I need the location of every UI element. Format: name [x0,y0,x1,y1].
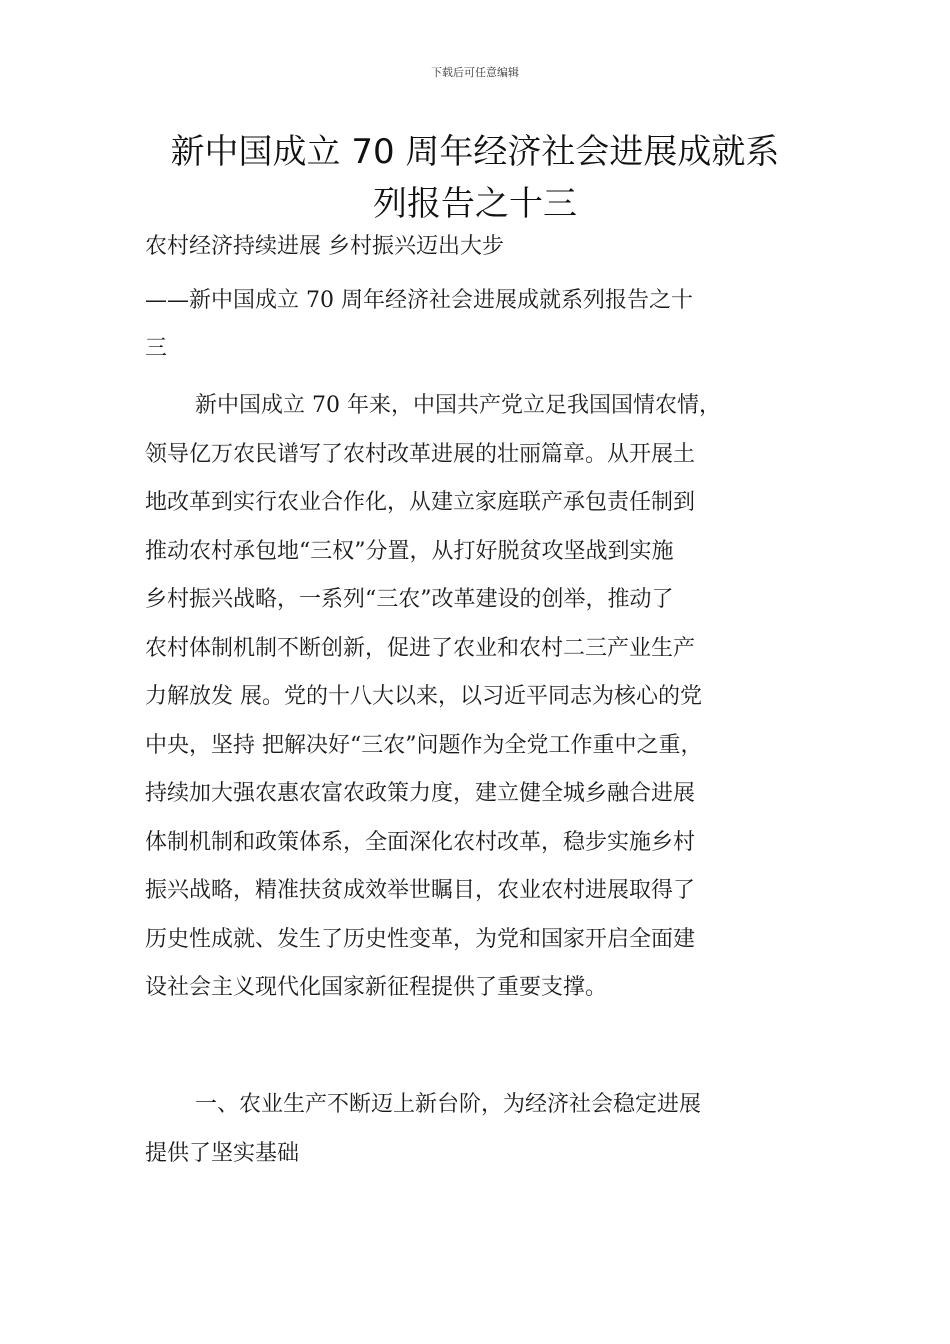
title-line-2: 列报告之十三 [373,184,577,224]
series-caption-line-1: ——新中国成立 70 周年经济社会进展成就系列报告之十 [145,288,693,313]
intro-paragraph [145,382,815,1013]
section-heading-line-2: 提供了坚实基础 [145,1140,300,1166]
paragraph-line: 中央，坚持 把解决好“三农”问题作为全党工作重中之重， [145,732,703,758]
series-caption-line-2: 三 [145,336,168,361]
paragraph-line: 设社会主义现代化国家新征程提供了重要支撑。 [145,975,608,1000]
paragraph-line: 新中国成立 70 年来，中国共产党立足我国国情农情， [195,393,721,418]
subtitle: 农村经济持续进展 乡村振兴迈出大步 [145,234,504,259]
section-heading [145,1081,815,1178]
paragraph-line: 力解放发 展。党的十八大以来，以习近平同志为核心的党 [145,684,702,709]
paragraph-line: 持续加大强农惠农富农政策力度，建立健全城乡融合进展 [145,781,696,806]
section-heading-line-1: 一、农业生产不断迈上新台阶，为经济社会稳定进展 [195,1092,702,1117]
page-header-note: 下载后可任意编辑 [431,66,519,79]
paragraph-line: 乡村振兴战略，一系列“三农”改革建设的创举，推动了 [145,587,674,612]
paragraph-line: 农村体制机制不断创新，促进了农业和农村二三产业生产 [145,635,696,661]
document-title [100,126,850,230]
paragraph-line: 地改革到实行农业合作化，从建立家庭联产承包责任制到 [145,490,696,515]
paragraph-line: 振兴战略，精准扶贫成效举世瞩目，农业农村进展取得了 [145,878,696,903]
title-line-1: 新中国成立 70 周年经济社会进展成就系 [170,132,780,172]
paragraph-line: 领导亿万农民谱写了农村改革进展的壮丽篇章。从开展土 [145,441,696,467]
paragraph-line: 历史性成就、发生了历史性变革，为党和国家开启全面建 [145,926,696,952]
paragraph-line: 体制机制和政策体系，全面深化农村改革，稳步实施乡村 [145,829,696,855]
paragraph-line: 推动农村承包地“三权”分置，从打好脱贫攻坚战到实施 [145,538,674,564]
